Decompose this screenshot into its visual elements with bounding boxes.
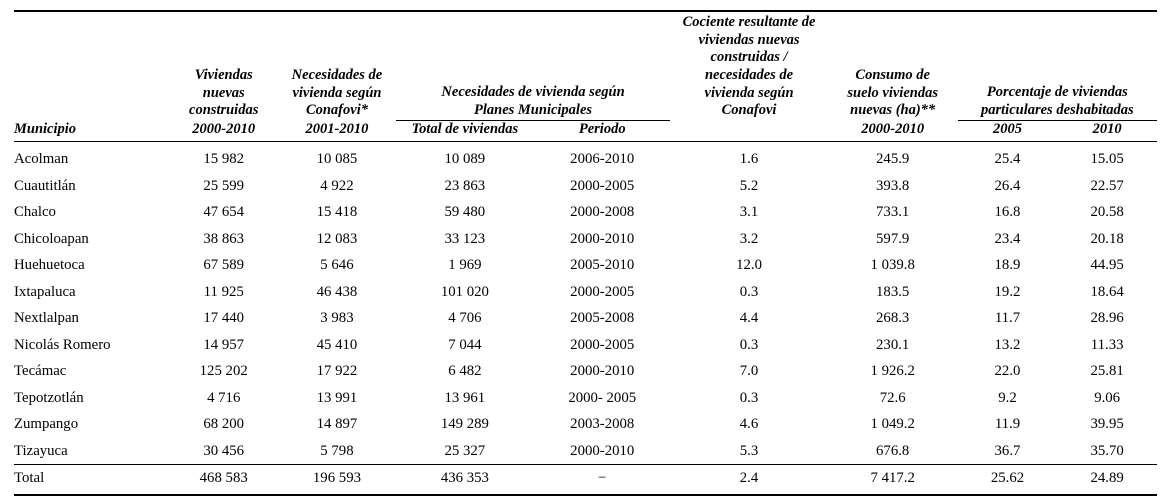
conafovi-need: 3 983	[320, 310, 354, 327]
pct-2010: 44.95	[1090, 257, 1124, 274]
pct-2005: 22.0	[994, 363, 1021, 380]
period: 2000-2010	[570, 442, 635, 459]
header-cociente-blank	[670, 120, 827, 142]
header-cociente-line2: viviendas nuevas	[698, 31, 800, 48]
total-homes-plan: 1 969	[448, 257, 482, 274]
pct-2010: 39.95	[1090, 416, 1124, 433]
total-homes-plan: 101 020	[440, 283, 489, 300]
quotient: 4.4	[739, 310, 759, 327]
header-consumo-line1: Consumo de	[855, 67, 930, 84]
table-row	[14, 438, 1157, 465]
conafovi-need: 15 418	[316, 204, 358, 221]
table-row	[14, 411, 1157, 438]
pct-2005: 26.4	[994, 177, 1021, 194]
municipality-name: Ixtapaluca	[14, 283, 76, 300]
conafovi-need: 45 410	[316, 336, 358, 353]
header-cociente-line5: vivienda según	[704, 84, 794, 101]
header-vn-line3: construidas	[189, 102, 259, 119]
pct-2010: 20.58	[1090, 204, 1124, 221]
table-row	[14, 305, 1157, 332]
pct-2010: 18.64	[1090, 283, 1124, 300]
total-homes-plan: 6 482	[448, 363, 482, 380]
housing-statistics-table	[14, 10, 1157, 496]
land-consumption: 733.1	[876, 204, 910, 221]
total-pct-2005: 25.62	[958, 465, 1058, 493]
pct-2005: 18.9	[994, 257, 1021, 274]
quotient: 0.3	[739, 336, 759, 353]
table-row	[14, 332, 1157, 359]
land-consumption: 268.3	[876, 310, 910, 327]
header-nc-line1: Necesidades de	[291, 67, 383, 84]
header-cociente-line1: Cociente resultante de	[682, 14, 816, 30]
period: 2006-2010	[570, 151, 635, 168]
land-consumption: 1 039.8	[870, 257, 915, 274]
header-cociente-rest	[670, 67, 827, 120]
new-homes-built: 38 863	[203, 230, 245, 247]
land-consumption: 72.6	[879, 389, 906, 406]
header-row-2	[14, 67, 1157, 120]
quotient: 0.3	[739, 389, 759, 406]
pct-2010: 35.70	[1090, 442, 1124, 459]
municipality-name: Tecámac	[14, 363, 67, 380]
total-homes-plan: 25 327	[444, 442, 486, 459]
header-anio-2010: 2010	[1057, 120, 1157, 142]
municipality-name: Huehuetoca	[14, 257, 85, 274]
pct-2005: 25.4	[994, 151, 1021, 168]
header-planes-municipales	[396, 67, 671, 120]
total-land-consumption: 7 417.2	[828, 465, 958, 493]
header-vn-line1: Viviendas	[194, 67, 253, 84]
land-consumption: 393.8	[876, 177, 910, 194]
land-consumption: 1 926.2	[870, 363, 915, 380]
pct-2005: 36.7	[994, 442, 1021, 459]
pct-2010: 20.18	[1090, 230, 1124, 247]
land-consumption: 245.9	[876, 151, 910, 168]
period: 2000- 2005	[568, 389, 637, 406]
header-porcentaje-deshabitadas	[958, 67, 1157, 120]
pct-2005: 19.2	[994, 283, 1021, 300]
period: 2000-2005	[570, 283, 635, 300]
total-period: −	[534, 465, 670, 493]
pct-2005: 11.9	[994, 416, 1021, 433]
new-homes-built: 30 456	[203, 442, 245, 459]
land-consumption: 230.1	[876, 336, 910, 353]
municipality-name: Chalco	[14, 204, 56, 221]
header-cociente-line4: necesidades de	[704, 67, 794, 84]
table-total-row	[14, 465, 1157, 493]
conafovi-need: 13 991	[316, 389, 358, 406]
total-homes-plan: 23 863	[444, 177, 486, 194]
new-homes-built: 4 716	[207, 389, 241, 406]
land-consumption: 183.5	[876, 283, 910, 300]
header-nc-line3: Conafovi*	[305, 102, 368, 119]
header-total-de-viviendas: Total de viviendas	[396, 120, 534, 142]
conafovi-need: 5 646	[320, 257, 354, 274]
municipality-name: Cuautitlán	[14, 177, 76, 194]
new-homes-built: 17 440	[203, 310, 245, 327]
header-nc-years: 2001-2010	[278, 120, 395, 142]
new-homes-built: 125 202	[199, 363, 248, 380]
header-consumo-years: 2000-2010	[828, 120, 958, 142]
land-consumption: 1 049.2	[870, 416, 915, 433]
table-row	[14, 142, 1157, 173]
quotient: 7.0	[739, 363, 759, 380]
quotient: 5.2	[739, 177, 759, 194]
table-row	[14, 279, 1157, 306]
total-homes-plan: 59 480	[444, 204, 486, 221]
quotient: 1.6	[739, 151, 759, 168]
new-homes-built: 14 957	[203, 336, 245, 353]
period: 2005-2010	[570, 257, 635, 274]
table-bottom-rule	[14, 492, 1157, 495]
pct-2005: 23.4	[994, 230, 1021, 247]
period: 2000-2008	[570, 204, 635, 221]
total-homes-plan: 4 706	[448, 310, 482, 327]
new-homes-built: 67 589	[203, 257, 245, 274]
new-homes-built: 15 982	[203, 151, 245, 168]
municipality-name: Tizayuca	[14, 442, 68, 459]
municipality-name: Nextlalpan	[14, 310, 79, 327]
table-row	[14, 173, 1157, 200]
new-homes-built: 47 654	[203, 204, 245, 221]
period: 2000-2005	[570, 177, 635, 194]
pct-2010: 22.57	[1090, 177, 1124, 194]
quotient: 3.2	[739, 230, 759, 247]
header-necesidades-conafovi	[278, 67, 395, 120]
header-vn-years: 2000-2010	[169, 120, 278, 142]
pct-2010: 28.96	[1090, 310, 1124, 327]
pct-2005: 9.2	[998, 389, 1017, 406]
header-viviendas-nuevas	[169, 67, 278, 120]
quotient: 12.0	[736, 257, 762, 274]
total-homes-plan: 10 089	[444, 151, 486, 168]
quotient: 3.1	[739, 204, 759, 221]
conafovi-need: 46 438	[316, 283, 358, 300]
total-conafovi-need: 196 593	[278, 465, 395, 493]
total-homes-plan: 149 289	[440, 416, 489, 433]
period: 2003-2008	[570, 416, 635, 433]
period: 2000-2005	[570, 336, 635, 353]
municipality-name: Acolman	[14, 151, 69, 168]
header-periodo: Periodo	[534, 120, 670, 142]
period: 2000-2010	[570, 230, 635, 247]
table-body	[14, 142, 1157, 493]
municipality-name: Chicoloapan	[14, 230, 89, 247]
total-municipality-name: Total	[14, 465, 169, 493]
table-footer	[14, 492, 1157, 495]
total-total-homes-plan: 436 353	[396, 465, 534, 493]
header-consumo-line2: suelo viviendas	[847, 84, 938, 101]
new-homes-built: 25 599	[203, 177, 245, 194]
total-homes-plan: 33 123	[444, 230, 486, 247]
table-row	[14, 226, 1157, 253]
header-pm-line1: Necesidades de vivienda según	[441, 84, 625, 101]
pct-2010: 11.33	[1090, 336, 1124, 353]
header-consumo-line3: nuevas (ha)**	[850, 102, 936, 119]
table-row	[14, 199, 1157, 226]
period: 2000-2010	[570, 363, 635, 380]
pct-2005: 13.2	[994, 336, 1021, 353]
new-homes-built: 11 925	[203, 283, 244, 300]
header-vn-line2: nuevas	[202, 84, 245, 101]
table-header	[14, 11, 1157, 142]
pct-2005: 11.7	[994, 310, 1021, 327]
pct-2005: 16.8	[994, 204, 1021, 221]
quotient: 0.3	[739, 283, 759, 300]
conafovi-need: 17 922	[316, 363, 358, 380]
header-cociente-line3: construidas /	[710, 49, 788, 66]
municipality-name: Nicolás Romero	[14, 336, 111, 353]
conafovi-need: 14 897	[316, 416, 358, 433]
pct-2010: 9.06	[1094, 389, 1121, 406]
header-nc-line2: vivienda según	[292, 84, 382, 101]
conafovi-need: 10 085	[316, 151, 358, 168]
quotient: 5.3	[739, 442, 759, 459]
conafovi-need: 12 083	[316, 230, 358, 247]
total-quotient: 2.4	[670, 465, 827, 493]
quotient: 4.6	[739, 416, 759, 433]
table-row	[14, 358, 1157, 385]
header-cociente-line6: Conafovi	[721, 102, 777, 119]
total-pct-2010: 24.89	[1057, 465, 1157, 493]
period: 2005-2008	[570, 310, 635, 327]
pct-2010: 15.05	[1090, 151, 1124, 168]
table-row	[14, 252, 1157, 279]
total-homes-plan: 7 044	[448, 336, 482, 353]
header-pd-line2: particulares deshabitadas	[981, 101, 1134, 118]
total-homes-plan: 13 961	[444, 389, 486, 406]
pct-2010: 25.81	[1090, 363, 1124, 380]
header-row-3	[14, 120, 1157, 142]
header-pd-line1: Porcentaje de viviendas	[986, 84, 1128, 101]
total-new-homes-built: 468 583	[169, 465, 278, 493]
table-row	[14, 385, 1157, 412]
conafovi-need: 5 798	[320, 442, 354, 459]
header-pm-line2: Planes Municipales	[474, 101, 593, 118]
header-consumo-suelo	[828, 67, 958, 120]
header-anio-2005: 2005	[958, 120, 1058, 142]
new-homes-built: 68 200	[203, 416, 245, 433]
conafovi-need: 4 922	[320, 177, 354, 194]
header-municipio: Municipio	[14, 120, 169, 142]
land-consumption: 597.9	[876, 230, 910, 247]
municipality-name: Tepotzotlán	[14, 389, 84, 406]
header-row-1	[14, 14, 1157, 67]
municipality-name: Zumpango	[14, 416, 79, 433]
land-consumption: 676.8	[876, 442, 910, 459]
